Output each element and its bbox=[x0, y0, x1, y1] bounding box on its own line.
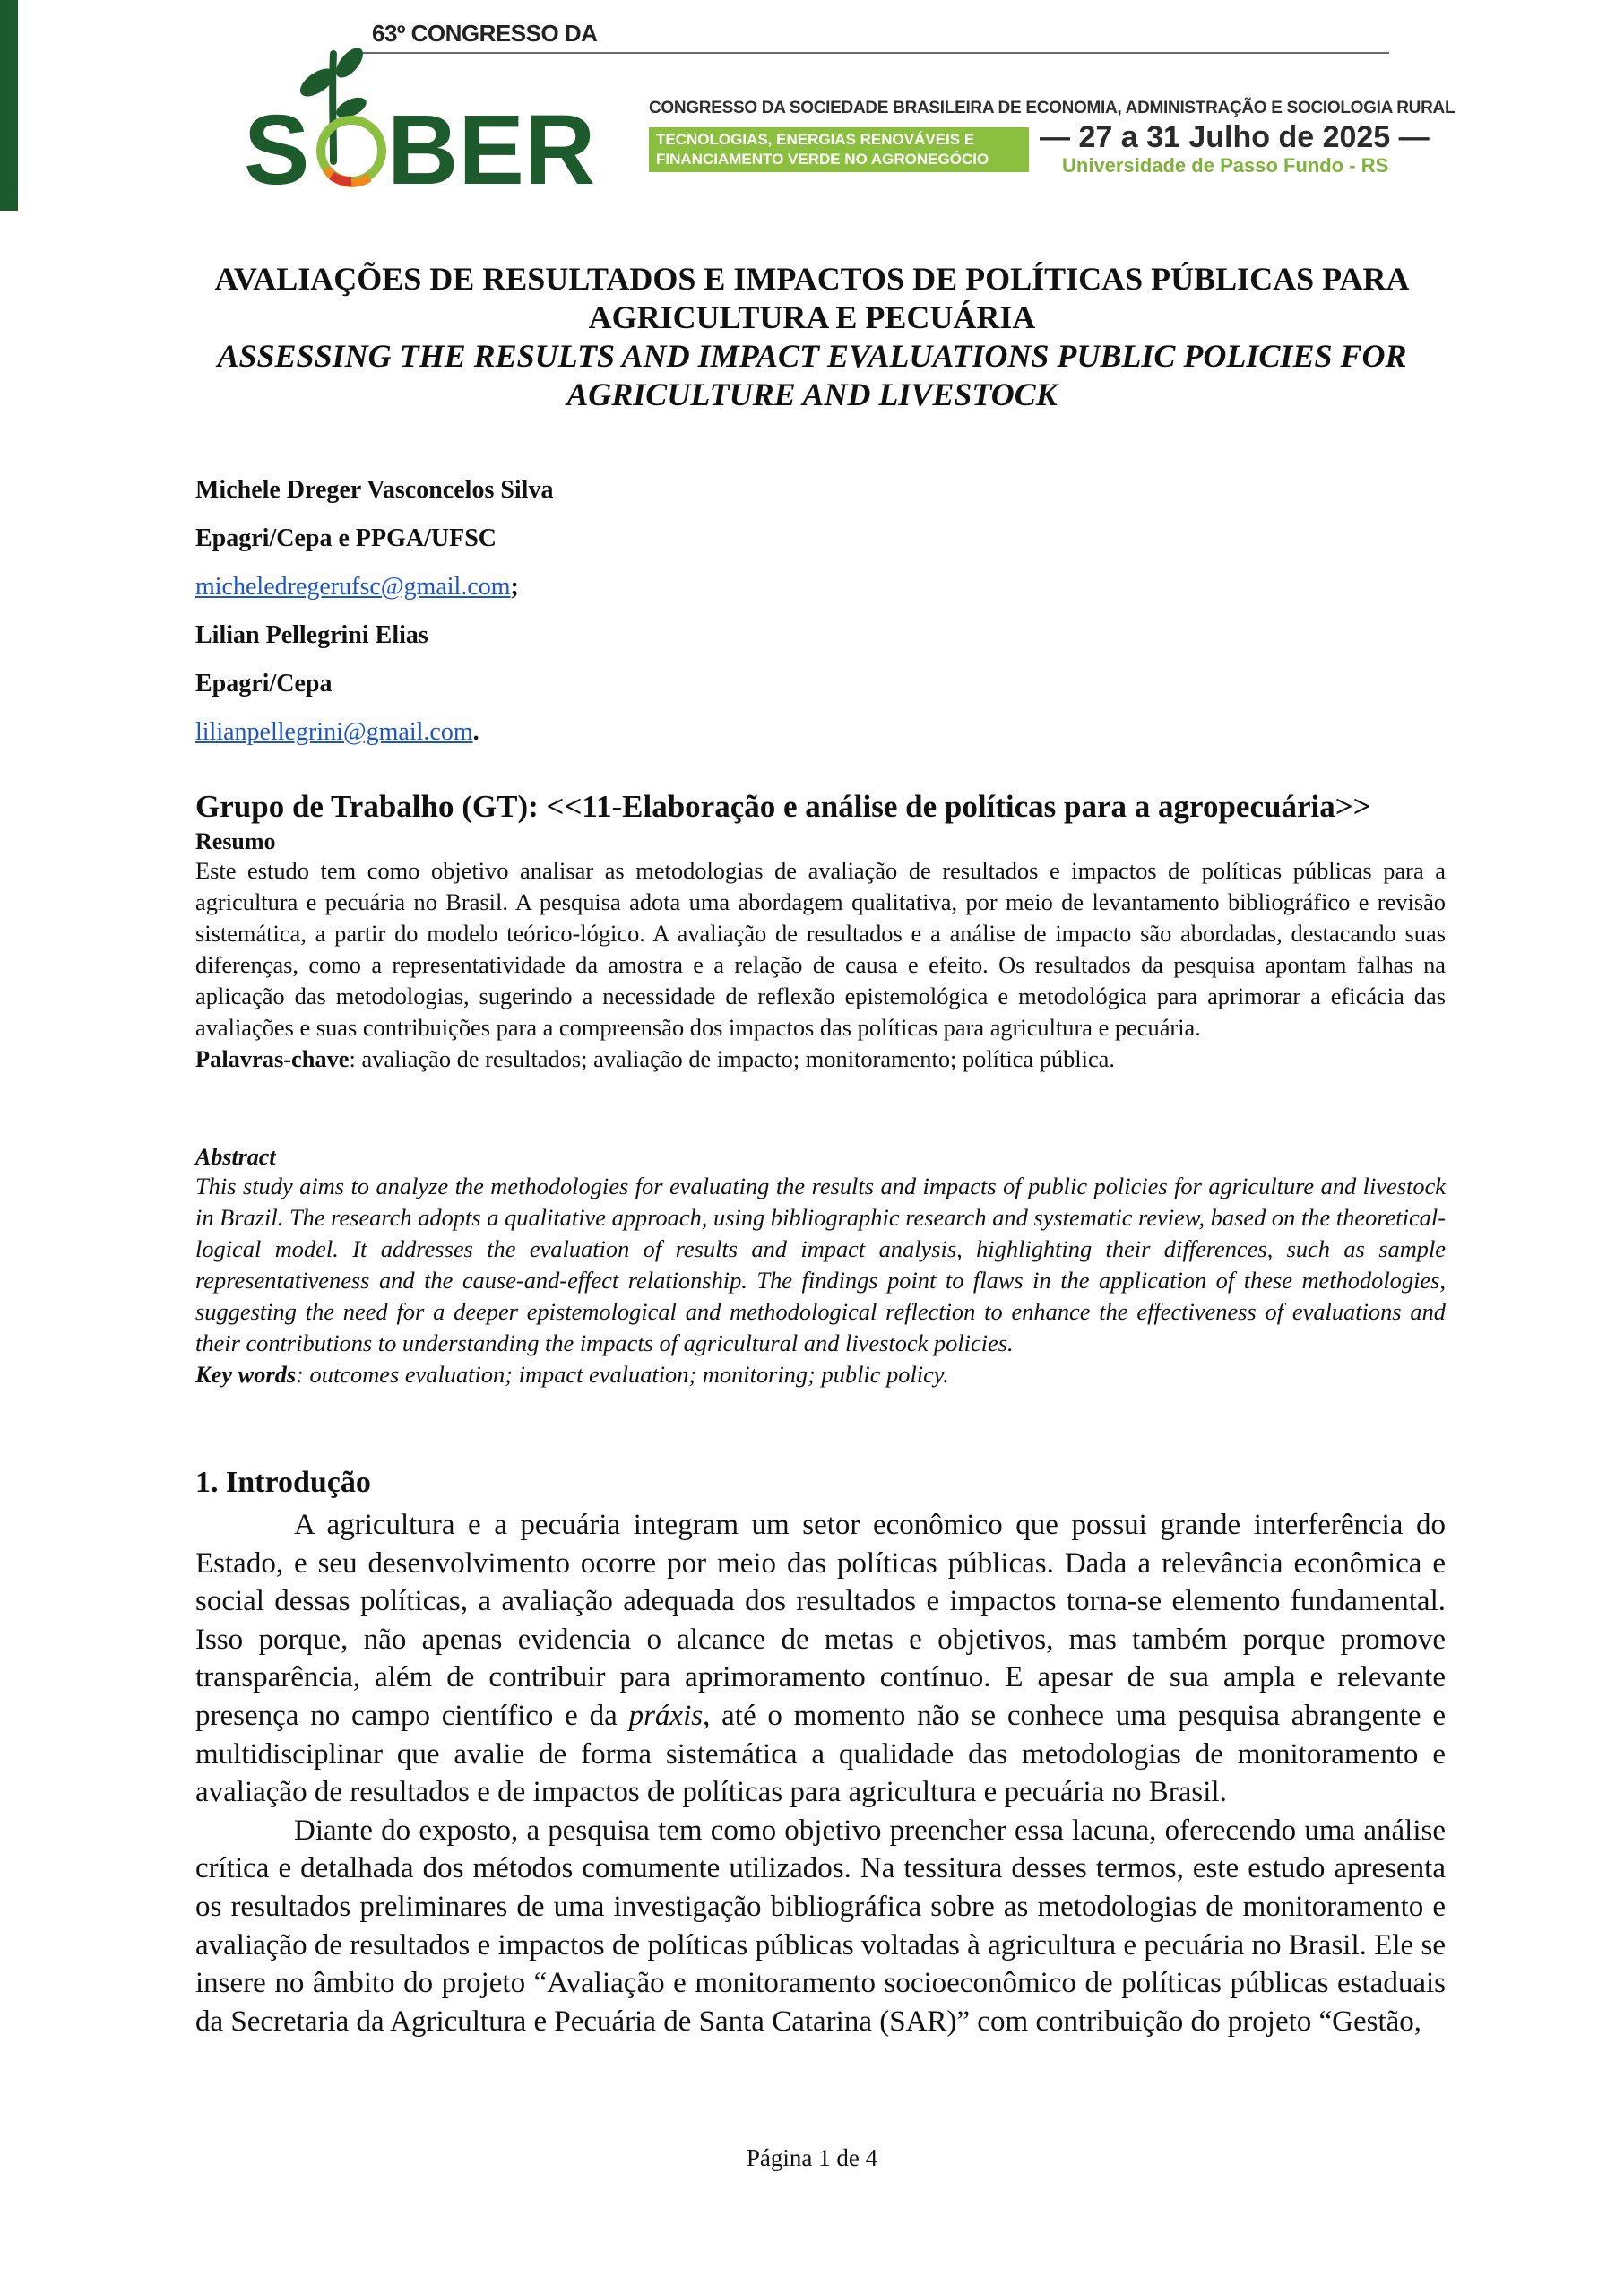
title-en-line-2: AGRICULTURE AND LIVESTOCK bbox=[566, 377, 1058, 412]
keywords-list: : avaliação de resultados; avaliação de impacto; monitoramento; política pública. bbox=[349, 1045, 1115, 1072]
author-email-line bbox=[195, 563, 1450, 611]
paragraph-text: , até o momento não se conhece uma pesquisa abrangente e multidisciplinar que avalie de forma sistemática a qualidade das metodologias de monitoramento e avaliação de resultados e de impactos de políticas para agricultura e pecuária no Brasil. bbox=[195, 1699, 1447, 1809]
resumo-section bbox=[195, 828, 1446, 1075]
author-block bbox=[195, 466, 1450, 757]
abstract-heading: Abstract bbox=[195, 1144, 276, 1170]
author-name: Lilian Pellegrini Elias bbox=[195, 621, 428, 649]
title-pt-line-2: AGRICULTURA E PECUÁRIA bbox=[588, 299, 1036, 335]
author-email-link[interactable]: micheledregerufsc@gmail.com bbox=[195, 573, 511, 601]
keywords-label: Palavras-chave bbox=[195, 1045, 350, 1072]
working-group-heading: Grupo de Trabalho (GT): <<11-Elaboração e análise de políticas para a agropecuária>> bbox=[195, 789, 1371, 824]
title-pt-line-1: AVALIAÇÕES DE RESULTADOS E IMPACTOS DE POLÍTICAS PÚBLICAS PARA bbox=[214, 261, 1410, 297]
introduction-body bbox=[195, 1506, 1446, 2040]
resumo-text bbox=[195, 855, 1446, 1075]
congress-label: 63º CONGRESSO DA bbox=[372, 20, 598, 47]
paper-title bbox=[143, 260, 1481, 414]
svg-text:S: S bbox=[244, 95, 310, 205]
event-venue: Universidade de Passo Fundo - RS bbox=[1062, 154, 1389, 177]
event-dates: — 27 a 31 Julho de 2025 — bbox=[1040, 120, 1430, 154]
author-email-line bbox=[195, 708, 1450, 757]
emphasis-text: práxis bbox=[628, 1699, 704, 1732]
theme-line-2: FINANCIAMENTO VERDE NO AGRONEGÓCIO bbox=[656, 151, 989, 168]
abstract-text bbox=[195, 1171, 1446, 1390]
keywords-label: Key words bbox=[195, 1361, 297, 1388]
page-number: Página 1 de 4 bbox=[746, 2144, 878, 2171]
separator: ; bbox=[510, 573, 519, 601]
paragraph-text: A agricultura e a pecuária integram um setor econômico que possui grande interferência do Estado, e seu desenvolvimento ocorre por meio das políticas públicas. Dada a relevância econômica e social dessas políticas, a avaliação adequada dos resultados e impactos torna-se elemento fundamental. Isso porque, não apenas evidencia o alcance de metas e objetivos, mas também porque promove transparência, além de contribuir para aprimoramento contínuo. E apesar de sua ampla e relevante presença no campo científico e da bbox=[195, 1509, 1446, 1732]
abstract-body: This study aims to analyze the methodologies for evaluating the results and impacts of public policies for agriculture and livestock in Brazil. The research adopts a qualitative approach, using bibliographic research and systematic review, based on the theoretical-logical model. It addresses the evaluation of results and impact analysis, highlighting their differences, such as sample representativeness and the cause-and-effect relationship. The findings point to flaws in the application of these methodologies, suggesting the need for a deeper epistemological and methodological reflection to enhance the effectiveness of evaluations and their contributions to understanding the impacts of agricultural and livestock policies. bbox=[195, 1173, 1446, 1356]
author-affiliation: Epagri/Cepa e PPGA/UFSC bbox=[195, 524, 497, 552]
separator: . bbox=[472, 718, 479, 746]
paragraph: Diante do exposto, a pesquisa tem como objetivo preencher essa lacuna, oferecendo uma análise crítica e detalhada dos métodos comumente utilizados. Na tessitura desses termos, este estudo apresenta os resultados preliminares de uma investigação bibliográfica sobre as metodologias de monitoramento e avaliação de resultados e impactos de políticas públicas voltadas à agricultura e pecuária no Brasil. Ele se insere no âmbito do projeto “Avaliação e monitoramento socioeconômico de políticas públicas estaduais da Secretaria da Agricultura e Pecuária de Santa Catarina (SAR)” com contribuição do projeto “Gestão, bbox=[195, 1814, 1446, 2038]
keywords-list: : outcomes evaluation; impact evaluation; monitoring; public policy. bbox=[296, 1361, 949, 1388]
paragraph bbox=[195, 1506, 1446, 1812]
resumo-heading: Resumo bbox=[195, 828, 276, 854]
author-name: Michele Dreger Vasconcelos Silva bbox=[195, 476, 554, 504]
author-email-link[interactable]: lilianpellegrini@gmail.com bbox=[195, 718, 473, 746]
author-affiliation: Epagri/Cepa bbox=[195, 670, 333, 697]
section-heading-introducao: 1. Introdução bbox=[195, 1466, 371, 1499]
svg-text:BER: BER bbox=[387, 95, 596, 205]
society-name: CONGRESSO DA SOCIEDADE BRASILEIRA DE ECONOMIA, ADMINISTRAÇÃO E SOCIOLOGIA RURAL bbox=[649, 99, 1456, 117]
abstract-section bbox=[195, 1144, 1446, 1390]
theme-line-1: TECNOLOGIAS, ENERGIAS RENOVÁVEIS E bbox=[656, 131, 975, 148]
resumo-body: Este estudo tem como objetivo analisar as metodologias de avaliação de resultados e impactos de políticas públicas para a agricultura e pecuária no Brasil. A pesquisa adota uma abordagem qualitativa, por meio de levantamento bibliográfico e revisão sistemática, a partir do modelo teórico-lógico. A avaliação de resultados e a análise de impacto são abordadas, destacando suas diferenças, como a representatividade da amostra e a relação de causa e efeito. Os resultados da pesquisa apontam falhas na aplicação das metodologias, sugerindo a necessidade de reflexão epistemológica e metodológica para aprimorar a eficácia das avaliações e suas contribuições para a compreensão dos impactos das políticas para agricultura e pecuária. bbox=[195, 857, 1446, 1041]
conference-header bbox=[0, 0, 1624, 215]
title-en-line-1: ASSESSING THE RESULTS AND IMPACT EVALUATIONS PUBLIC POLICIES FOR bbox=[217, 338, 1407, 374]
theme-box bbox=[649, 127, 1029, 172]
